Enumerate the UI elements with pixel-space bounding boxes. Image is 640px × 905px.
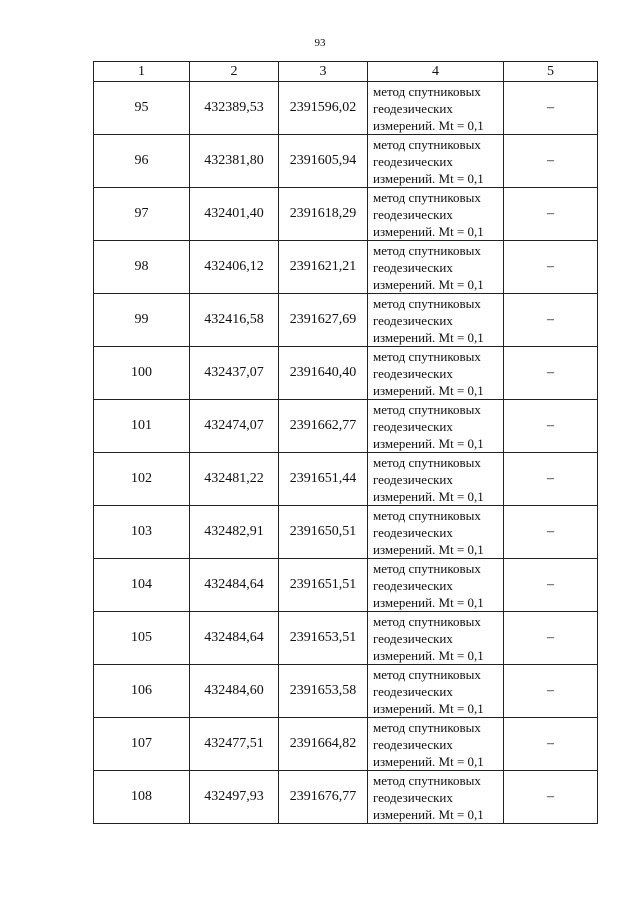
method-cell — [368, 665, 504, 718]
table-row — [94, 453, 598, 506]
point-number-cell: 105 — [94, 612, 190, 665]
table-row — [94, 294, 598, 347]
method-line-2: геодезических — [373, 683, 453, 699]
method-line-1: метод спутниковых — [373, 454, 481, 470]
table-row — [94, 347, 598, 400]
x-coordinate-cell: 432437,07 — [190, 347, 279, 400]
x-coordinate-cell: 432389,53 — [190, 82, 279, 135]
x-coordinate-cell: 432474,07 — [190, 400, 279, 453]
note-cell: – — [504, 612, 598, 665]
point-number-cell: 104 — [94, 559, 190, 612]
method-line-3: измерений. Mt = 0,1 — [373, 170, 484, 186]
table-row — [94, 135, 598, 188]
note-cell: – — [504, 135, 598, 188]
method-line-2: геодезических — [373, 577, 453, 593]
method-line-3: измерений. Mt = 0,1 — [373, 276, 484, 292]
method-line-2: геодезических — [373, 471, 453, 487]
point-number-cell: 102 — [94, 453, 190, 506]
table-row — [94, 612, 598, 665]
point-number-cell: 101 — [94, 400, 190, 453]
method-cell — [368, 771, 504, 824]
method-cell — [368, 559, 504, 612]
x-coordinate-cell: 432484,64 — [190, 612, 279, 665]
method-line-3: измерений. Mt = 0,1 — [373, 647, 484, 663]
column-header-3: 3 — [279, 62, 368, 82]
column-header-2: 2 — [190, 62, 279, 82]
method-line-2: геодезических — [373, 736, 453, 752]
note-cell: – — [504, 294, 598, 347]
method-line-1: метод спутниковых — [373, 719, 481, 735]
table-header-row — [94, 62, 598, 82]
method-line-1: метод спутниковых — [373, 136, 481, 152]
y-coordinate-cell: 2391596,02 — [279, 82, 368, 135]
y-coordinate-cell: 2391605,94 — [279, 135, 368, 188]
method-line-1: метод спутниковых — [373, 560, 481, 576]
method-line-3: измерений. Mt = 0,1 — [373, 435, 484, 451]
coordinates-table — [93, 61, 598, 824]
x-coordinate-cell: 432482,91 — [190, 506, 279, 559]
point-number-cell: 100 — [94, 347, 190, 400]
table-row — [94, 241, 598, 294]
y-coordinate-cell: 2391650,51 — [279, 506, 368, 559]
point-number-cell: 107 — [94, 718, 190, 771]
y-coordinate-cell: 2391662,77 — [279, 400, 368, 453]
note-cell: – — [504, 718, 598, 771]
method-line-2: геодезических — [373, 630, 453, 646]
x-coordinate-cell: 432497,93 — [190, 771, 279, 824]
method-line-1: метод спутниковых — [373, 83, 481, 99]
table-row — [94, 771, 598, 824]
x-coordinate-cell: 432416,58 — [190, 294, 279, 347]
method-line-3: измерений. Mt = 0,1 — [373, 594, 484, 610]
table-row — [94, 559, 598, 612]
method-cell — [368, 241, 504, 294]
method-line-1: метод спутниковых — [373, 507, 481, 523]
x-coordinate-cell: 432381,80 — [190, 135, 279, 188]
method-line-2: геодезических — [373, 100, 453, 116]
point-number-cell: 98 — [94, 241, 190, 294]
point-number-cell: 96 — [94, 135, 190, 188]
method-cell — [368, 506, 504, 559]
method-line-1: метод спутниковых — [373, 772, 481, 788]
y-coordinate-cell: 2391676,77 — [279, 771, 368, 824]
page-number: 93 — [314, 37, 326, 49]
column-header-1: 1 — [94, 62, 190, 82]
method-line-1: метод спутниковых — [373, 189, 481, 205]
column-header-4: 4 — [368, 62, 504, 82]
y-coordinate-cell: 2391664,82 — [279, 718, 368, 771]
y-coordinate-cell: 2391653,51 — [279, 612, 368, 665]
method-cell — [368, 718, 504, 771]
method-line-2: геодезических — [373, 259, 453, 275]
method-line-2: геодезических — [373, 312, 453, 328]
y-coordinate-cell: 2391651,44 — [279, 453, 368, 506]
point-number-cell: 103 — [94, 506, 190, 559]
x-coordinate-cell: 432481,22 — [190, 453, 279, 506]
y-coordinate-cell: 2391653,58 — [279, 665, 368, 718]
table-row — [94, 506, 598, 559]
method-cell — [368, 612, 504, 665]
method-line-2: геодезических — [373, 365, 453, 381]
table-row — [94, 400, 598, 453]
point-number-cell: 97 — [94, 188, 190, 241]
method-line-3: измерений. Mt = 0,1 — [373, 329, 484, 345]
point-number-cell: 95 — [94, 82, 190, 135]
x-coordinate-cell: 432484,64 — [190, 559, 279, 612]
note-cell: – — [504, 506, 598, 559]
method-line-3: измерений. Mt = 0,1 — [373, 117, 484, 133]
table-row — [94, 82, 598, 135]
method-line-3: измерений. Mt = 0,1 — [373, 700, 484, 716]
method-line-2: геодезических — [373, 524, 453, 540]
x-coordinate-cell: 432406,12 — [190, 241, 279, 294]
method-cell — [368, 347, 504, 400]
method-line-3: измерений. Mt = 0,1 — [373, 223, 484, 239]
note-cell: – — [504, 241, 598, 294]
method-cell — [368, 400, 504, 453]
method-line-1: метод спутниковых — [373, 348, 481, 364]
method-line-3: измерений. Mt = 0,1 — [373, 488, 484, 504]
point-number-cell: 106 — [94, 665, 190, 718]
method-line-1: метод спутниковых — [373, 401, 481, 417]
y-coordinate-cell: 2391640,40 — [279, 347, 368, 400]
x-coordinate-cell: 432401,40 — [190, 188, 279, 241]
method-line-1: метод спутниковых — [373, 613, 481, 629]
method-cell — [368, 82, 504, 135]
method-line-3: измерений. Mt = 0,1 — [373, 541, 484, 557]
note-cell: – — [504, 771, 598, 824]
method-line-1: метод спутниковых — [373, 666, 481, 682]
x-coordinate-cell: 432484,60 — [190, 665, 279, 718]
x-coordinate-cell: 432477,51 — [190, 718, 279, 771]
y-coordinate-cell: 2391618,29 — [279, 188, 368, 241]
method-cell — [368, 188, 504, 241]
method-line-2: геодезических — [373, 418, 453, 434]
table-row — [94, 718, 598, 771]
note-cell: – — [504, 400, 598, 453]
y-coordinate-cell: 2391621,21 — [279, 241, 368, 294]
y-coordinate-cell: 2391627,69 — [279, 294, 368, 347]
method-cell — [368, 135, 504, 188]
y-coordinate-cell: 2391651,51 — [279, 559, 368, 612]
method-line-3: измерений. Mt = 0,1 — [373, 753, 484, 769]
method-line-2: геодезических — [373, 206, 453, 222]
note-cell: – — [504, 665, 598, 718]
method-line-3: измерений. Mt = 0,1 — [373, 806, 484, 822]
note-cell: – — [504, 559, 598, 612]
method-line-3: измерений. Mt = 0,1 — [373, 382, 484, 398]
method-cell — [368, 294, 504, 347]
note-cell: – — [504, 188, 598, 241]
note-cell: – — [504, 453, 598, 506]
column-header-5: 5 — [504, 62, 598, 82]
table-row — [94, 188, 598, 241]
table-row — [94, 665, 598, 718]
point-number-cell: 108 — [94, 771, 190, 824]
method-cell — [368, 453, 504, 506]
method-line-2: геодезических — [373, 789, 453, 805]
point-number-cell: 99 — [94, 294, 190, 347]
note-cell: – — [504, 347, 598, 400]
note-cell: – — [504, 82, 598, 135]
method-line-1: метод спутниковых — [373, 295, 481, 311]
method-line-1: метод спутниковых — [373, 242, 481, 258]
method-line-2: геодезических — [373, 153, 453, 169]
